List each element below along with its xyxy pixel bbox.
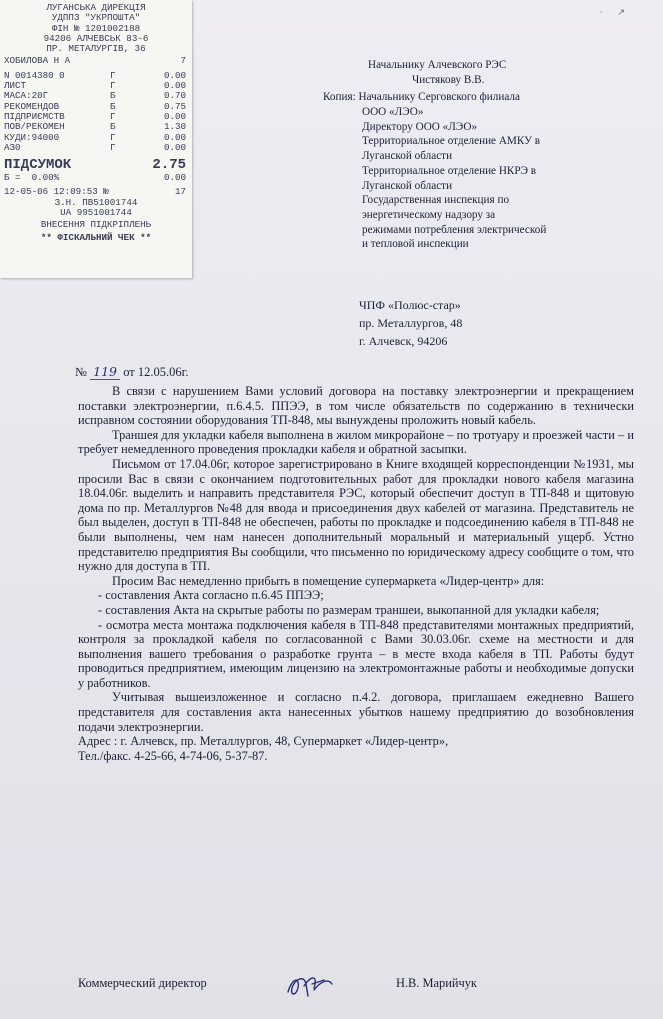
copy-recipient: и тепловой инспекции <box>362 238 469 251</box>
receipt-datetime-num: 17 <box>174 186 186 198</box>
receipt-operator <box>0 56 192 66</box>
receipt-operator-code: 7 <box>180 55 186 67</box>
document-number <box>75 364 188 380</box>
corner-marks: · ↗ <box>599 8 631 18</box>
doc-number-date: от 12.05.06г. <box>123 365 189 379</box>
receipt-datetime-text: 12-05-06 12:09:53 № <box>4 186 109 198</box>
sender-street: пр. Металлургов, 48 <box>359 316 463 330</box>
copy-recipient: Луганской области <box>362 150 453 163</box>
receipt-line: КУДИ:94000 Г 0.00 <box>4 131 186 143</box>
copy-recipient: ООО «ЛЭО» <box>362 106 424 118</box>
receipt-operator-name: ХОБИЛОВА Н А <box>4 55 71 67</box>
copy-recipient: Территориальное отделение НКРЭ в <box>362 164 537 177</box>
receipt-line: ЛИСТ Г 0.00 <box>4 80 186 92</box>
receipt-line: МАСА:20Г Б 0.70 <box>4 90 186 102</box>
receipt-note: ВНЕСЕННЯ ПІДКРІПЛЕНЬ <box>40 219 152 231</box>
handwritten-signature-icon <box>284 970 336 1004</box>
postal-receipt <box>0 0 192 278</box>
signer-position: Коммерческий директор <box>78 976 207 990</box>
receipt-vat-value: 0.00 <box>163 172 186 184</box>
phone-line: Тел./факс. 4-25-66, 4-74-06, 5-37-87. <box>78 748 268 763</box>
receipt-line: РЕКОМЕНДОВ Б 0.75 <box>4 100 186 112</box>
copy-recipient: Государственная инспекция по <box>362 194 510 207</box>
paragraph-2: Траншея для укладки кабеля выполнена в жилом микрорайоне – по тротуару и проезжей части – и требует немедленного проведения прокладки кабеля и обратной засыпки. <box>78 427 634 457</box>
bullet-3: - осмотра места монтажа подключения кабеля в ТП-848 представителями монтажных предприятий, контроля за прокладкой кабеля по согласованной с Вами 30.03.06г. схеме на местности и для выполнения вашего требования о разработке грунта – в месте входа кабеля в ТП. Работы будут проводиться предприятием, имеющим лицензию на электромонтажные работы и необходимые допуски у работников. <box>78 617 634 690</box>
receipt-header-line: ЛУГАНСЬКА ДИРЕКЦІЯ <box>46 2 146 13</box>
receipt-ua: UA 9951001744 <box>60 207 132 219</box>
receipt-total <box>0 157 192 173</box>
receipt-header-line: ФІН № 1201002188 <box>51 22 141 34</box>
signer-name: Н.В. Марийчук <box>396 976 477 990</box>
receipt-fiscal: ** ФІСКАЛЬНИЙ ЧЕК ** <box>40 231 152 243</box>
addressee-copy-list <box>362 105 546 252</box>
receipt-line: ПІДПРИЄМСТВ Г 0.00 <box>4 110 186 122</box>
receipt-header-line: УДППЗ "УКРПОШТА" <box>51 12 141 24</box>
paragraph-1: В связи с нарушением Вами условий договора на поставку электроэнергии и прекращением поставки электроэнергии, п.6.4.5. ППЭЭ, в том числе обязательств по содержанию в технически исправном состоянии оборудования ТП-848, мы вынуждены проложить новый кабель. <box>78 384 634 428</box>
copy-recipient: Территориальное отделение АМКУ в <box>362 135 541 148</box>
bullet-2: - составления Акта на скрытые работы по размерам траншеи, выкопанной для укладки кабеля; <box>98 602 600 617</box>
paragraph-5: Учитывая вышеизложенное и согласно п.4.2. договора, приглашаем ежедневно Вашего представителя для составления акта нанесенных убытков нашему предприятию до возобновления подачи электроэнергии. <box>78 690 634 734</box>
copy-recipient: режимами потребления электрической <box>362 223 547 236</box>
addressee-line1: Начальнику Алчевского РЭС <box>368 59 507 71</box>
sender-name: ЧПФ «Полюс-стар» <box>359 298 461 312</box>
receipt-line: АЗ0 Г 0.00 <box>4 141 186 153</box>
receipt-header-line: ПР. МЕТАЛУРГІВ, 36 <box>46 43 146 55</box>
doc-number-prefix: № <box>75 365 87 379</box>
bullet-1: - составления Акта согласно п.6.45 ППЭЭ; <box>98 588 324 603</box>
receipt-vat-label: Б = 0.00% <box>4 172 60 184</box>
sender-block <box>359 296 462 350</box>
receipt-zn: З.Н. ПВ51001744 <box>54 196 138 208</box>
paragraph-3: Письмом от 17.04.06г, которое зарегистрировано в Книге входящей корреспонденции №1931, мы просили Вас в связи с окончанием подготовительных работ для прокладки нового кабеля магазина 18.04.06г. выделить и направить представителя РЭС, который обеспечит доступ в ТП-848 и щитовую дома по пр. Металлургов №48 для ввода и присоединения двух кабелей от магазина. Представитель не был выделен, доступ в ТП-848 не обеспечен, работы по прокладке и подсоединению кабеля в ТП-848 не были выполнены, чем нам нанесен дополнительный моральный и материальный ущерб. Устно представителю предприятия Вы сообщили, что письменно по юридическому адресу сообщите о том, что нужно для доступа в ТП. <box>78 456 634 574</box>
receipt-total-label: ПІДСУМОК <box>4 157 72 174</box>
address-line: Адрес : г. Алчевск, пр. Металлургов, 48, Супермаркет «Лидер-центр», <box>78 734 449 749</box>
receipt-vat <box>0 173 192 183</box>
receipt-header <box>0 0 192 54</box>
receipt-lines <box>0 71 192 153</box>
addressee-line2: Чистякову В.В. <box>412 74 485 86</box>
sender-city: г. Алчевск, 94206 <box>359 334 448 348</box>
paragraph-4: Просим Вас немедленно прибыть в помещение супермаркета «Лидер-центр» для: <box>112 573 545 588</box>
letter-body <box>78 384 634 763</box>
doc-number-handwritten: 119 <box>90 364 120 380</box>
addressee-copy-label: Копия: Начальнику Серговского филиала <box>323 91 520 103</box>
receipt-line: N 0014380 0 Г 0.00 <box>4 69 186 81</box>
receipt-total-value: 2.75 <box>152 157 186 174</box>
copy-recipient: Директору ООО «ЛЭО» <box>362 120 478 133</box>
receipt-line: ПОВ/РЕКОМЕН Б 1.30 <box>4 121 186 133</box>
copy-recipient: Луганской области <box>362 179 453 192</box>
receipt-header-line: 94206 АЛЧЕВСЬК 83-6 <box>43 32 149 44</box>
copy-recipient: энергетическому надзору за <box>362 208 496 221</box>
